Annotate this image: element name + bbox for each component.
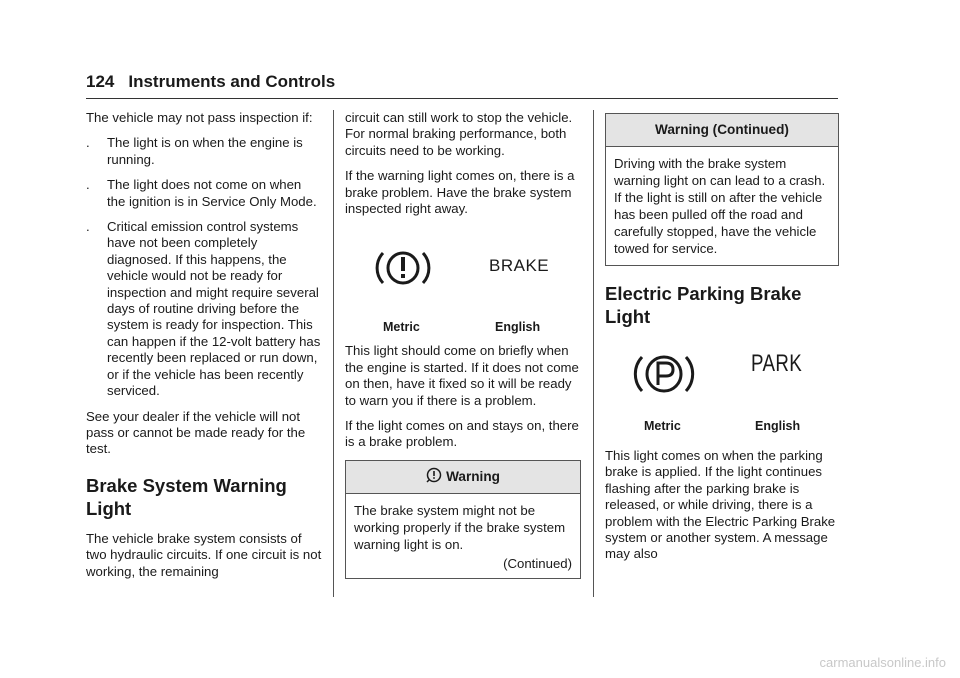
warning-text: The brake system might not be working properly if the brake system warning light is on. bbox=[354, 502, 566, 552]
metric-caption: Metric bbox=[644, 419, 681, 433]
brake-warning-icon bbox=[373, 245, 433, 291]
continuation-text: circuit can still work to stop the vehicle. For normal braking performance, both circuits need to be working. bbox=[345, 110, 573, 158]
english-caption: English bbox=[755, 419, 801, 433]
park-english-label: PARK bbox=[751, 350, 803, 377]
bullet-dot: . bbox=[86, 177, 90, 193]
column-divider bbox=[333, 110, 334, 597]
list-item-text: The light does not come on when the ignition is in Service Only Mode. bbox=[107, 177, 317, 209]
brake-system-text: The vehicle brake system consists of two hydraulic circuits. If one circuit is not working, the remaining bbox=[86, 530, 322, 579]
inspection-intro: The vehicle may not pass inspection if: bbox=[86, 110, 313, 125]
column-2 bbox=[345, 110, 581, 579]
warning-light-text: If the warning light comes on, there is a brake problem. Have the brake system inspected right away. bbox=[345, 168, 575, 217]
brake-english-label: BRAKE bbox=[489, 256, 550, 276]
park-lamp-figure bbox=[605, 342, 839, 454]
header-rule bbox=[86, 98, 838, 99]
warning-box bbox=[345, 460, 581, 579]
dealer-note: See your dealer if the vehicle will not pass or cannot be made ready for the test. bbox=[86, 408, 306, 457]
warning-continued-text: Driving with the brake system warning light on can lead to a crash. If the light is still on after the vehicle has been pulled off the road and carefully stopped, have the vehicle towed for service. bbox=[614, 156, 826, 256]
continued-label: (Continued) bbox=[503, 555, 572, 571]
list-item bbox=[86, 177, 322, 210]
warning-continued-body bbox=[606, 147, 838, 265]
warning-title: Warning bbox=[446, 468, 500, 484]
warning-continued-box bbox=[605, 113, 839, 266]
warning-continued-header: Warning (Continued) bbox=[606, 114, 838, 147]
metric-caption: Metric bbox=[383, 320, 420, 335]
bullet-dot: . bbox=[86, 219, 90, 235]
list-item bbox=[86, 135, 322, 168]
column-divider bbox=[593, 110, 594, 597]
list-item bbox=[86, 219, 322, 399]
parking-brake-text: This light comes on when the parking brake is applied. If the light continues flashing after the parking brake is released, or while driving, there is a problem with the Electric Parking Brake system or another system. A message may also bbox=[605, 448, 836, 562]
column-3 bbox=[605, 110, 839, 572]
english-caption: English bbox=[495, 320, 541, 335]
caution-icon bbox=[426, 467, 442, 483]
section-heading-brake-warning: Brake System Warning Light bbox=[86, 474, 287, 519]
bullet-dot: . bbox=[86, 135, 90, 151]
column-1 bbox=[86, 110, 322, 589]
brake-lamp-figure bbox=[345, 231, 581, 343]
list-item-text: Critical emission control systems have not been completely diagnosed. If this happens, the vehicle would not be ready for inspection and might require several days of routine driving before the system is ready for inspection. This can happen if the 12-volt battery has recently been replaced or run down, or if the vehicle has been recently serviced. bbox=[107, 219, 321, 399]
page-header bbox=[86, 72, 335, 92]
watermark: carmanualsonline.info bbox=[819, 655, 946, 670]
startup-text: This light should come on briefly when the engine is started. If it does not come on then, have it fixed so it will be ready to warn you if there is a problem. bbox=[345, 343, 579, 408]
parking-brake-icon bbox=[631, 348, 697, 400]
page-number: 124 bbox=[86, 72, 115, 91]
section-title: Instruments and Controls bbox=[128, 72, 336, 91]
list-item-text: The light is on when the engine is running. bbox=[107, 135, 303, 167]
stays-on-text: If the light comes on and stays on, there is a brake problem. bbox=[345, 418, 579, 450]
section-heading-parking-brake: Electric Parking Brake Light bbox=[605, 283, 802, 327]
warning-header bbox=[346, 461, 580, 494]
warning-body bbox=[346, 494, 580, 578]
